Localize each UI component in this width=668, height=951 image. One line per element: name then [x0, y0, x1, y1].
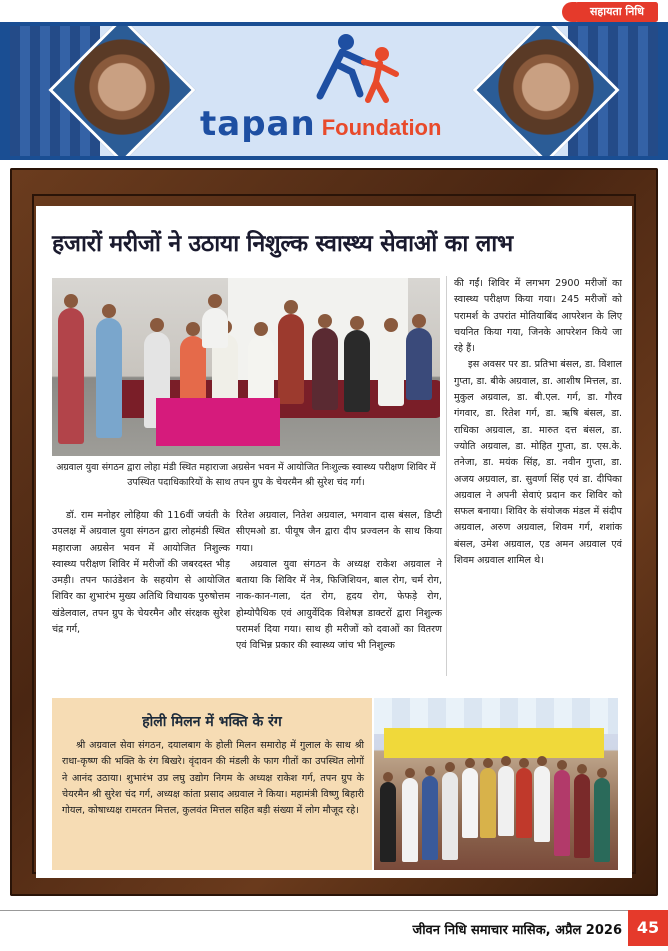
foundation-logo-text: [200, 104, 500, 146]
article-column-2: [236, 508, 442, 655]
logo-foundation: Foundation: [321, 115, 442, 140]
column-2-paragraph-1: रितेश अग्रवाल, नितेश अग्रवाल, भगवान दास बंसल, डिप्टी सीएमओ डा. पीयूष जैन द्वारा दीप प्रज्वलन के साथ किया गया।: [236, 510, 442, 554]
photo-caption: अग्रवाल युवा संगठन द्वारा लोहा मंडी स्थित महाराजा अग्रसेन भवन में आयोजित निःशुल्क स्वास्थ्य परीक्षण शिविर में उपस्थित पदाधिकारियों के साथ तपन ग्रुप के चेयरमैन श्री सुरेश चंद गर्ग।: [56, 462, 436, 488]
article-column-1: [52, 508, 230, 638]
holi-body: श्री अग्रवाल सेवा संगठन, दयालबाग के होली मिलन समारोह में गुलाल के साथ श्री राधा-कृष्ण की भक्ति के रंग बिखरे। वृंदावन की मंडली के फाग गीतों का उपस्थित लोगों ने आनंद उठाया। शुभारंभ उप्र लघु उद्योग निगम के अध्यक्ष राकेश गर्ग, तपन ग्रुप के चेयरमैन श्री सुरेश चंद गर्ग, अध्यक्ष कांता प्रसाद अग्रवाल ने किया। महामंत्री विष्णु बिहारी गोयल, कोषाध्यक्ष रामरतन मित्तल, कुलवंत मित्तल सहित बड़ी संख्या में लोग मौजूद रहे।: [62, 740, 364, 817]
footer-publication: जीवन निधि समाचार मासिक, अप्रैल 2026: [412, 923, 622, 938]
right-column-paragraph-2: इस अवसर पर डा. प्रतिभा बंसल, डा. विशाल गुप्ता, डा. बीके अग्रवाल, डा. आशीष मित्तल, डा. मुकुल अग्रवाल, डा. बी.एल. गर्ग, डा. गौरव गंगवार, डा. रितेश गर्ग, डा. ऋषि बंसल, डा. राधिका अग्रवाल, डा. मारुत दत्त बंसल, डा. ज्योति अग्रवाल, डा. मोहित गुप्ता, डा. एस.के. तनेजा, डा. मयंक सिंह, डा. नवीन गुप्ता, डा. अजय अग्रवाल, डा. सुवर्णा सिंह एवं डा. दीपिका अग्रवाल ने अपनी सेवाएं प्रदान कर शिविर को सफल बनाया। शिविर के संयोजक मंडल में संदीप अग्रवाल, अरुण अग्रवाल, शिवम गर्ग, शशांक बंसल, उमेश अग्रवाल, एड अमन अग्रवाल एवं शिवम अग्रवाल शामिल थे।: [454, 359, 622, 567]
foundation-logo-icon: [302, 32, 412, 104]
article-headline: हजारों मरीजों ने उठाया निशुल्क स्वास्थ्य सेवाओं का लाभ: [52, 231, 513, 257]
page-number: 45: [628, 910, 668, 946]
section-tag: सहायता निधि: [568, 2, 658, 22]
right-column-paragraph-1: की गईं। शिविर में लगभग 2900 मरीजों का स्वास्थ्य परीक्षण किया गया। 245 मरीजों को परामर्श के उपरांत मोतियाबिंद आपरेशन के लिए चयनित किया गया, जिनके आपरेशन किये जा रहे हैं।: [454, 278, 622, 355]
holi-group-photo: [374, 698, 618, 870]
logo-tapan: tapan: [200, 104, 316, 144]
foundation-banner: [0, 22, 668, 160]
banner-inner: [10, 26, 658, 156]
holi-milan-box: [52, 698, 372, 870]
column-2-paragraph-2: अग्रवाल युवा संगठन के अध्यक्ष राकेश अग्रवाल ने बताया कि शिविर में नेत्र, फिजिशियन, बाल रोग, चर्म रोग, नाक-कान-गला, दंत रोग, हृदय रोग, फेफड़े रोग, होम्योपैथिक एवं आयुर्वेदिक विशेषज्ञ डाक्टरों द्वारा निशुल्क परामर्श दिया गया। साथ ही मरीजों को दवाओं का वितरण एवं विभिन्न प्रकार की स्वास्थ्य जांच भी निशुल्क: [236, 558, 442, 652]
camp-group-photo: [52, 278, 440, 456]
footer-rule: [0, 910, 628, 911]
column-1-paragraph: डॉ. राम मनोहर लोहिया की 116वीं जयंती के उपलक्ष में अग्रवाल युवा संगठन द्वारा लोहमंडी स्थित महाराजा अग्रसेन भवन में आयोजित निशुल्क स्वास्थ्य परीक्षण शिविर में मरीजों की जबरदस्त भीड़ उमड़ी। तपन फाउंडेशन के सहयोग से आयोजित शिविर का शुभारंभ मुख्य अतिथि विधायक पुरुषोत्तम खंडेलवाल, तपन ग्रुप के चेयरमैन और संरक्षक सुरेश चंद्र गर्ग,: [52, 510, 230, 636]
article-right-column: [454, 276, 622, 569]
holi-heading: होली मिलन में भक्ति के रंग: [142, 714, 282, 730]
column-divider: [446, 276, 447, 676]
